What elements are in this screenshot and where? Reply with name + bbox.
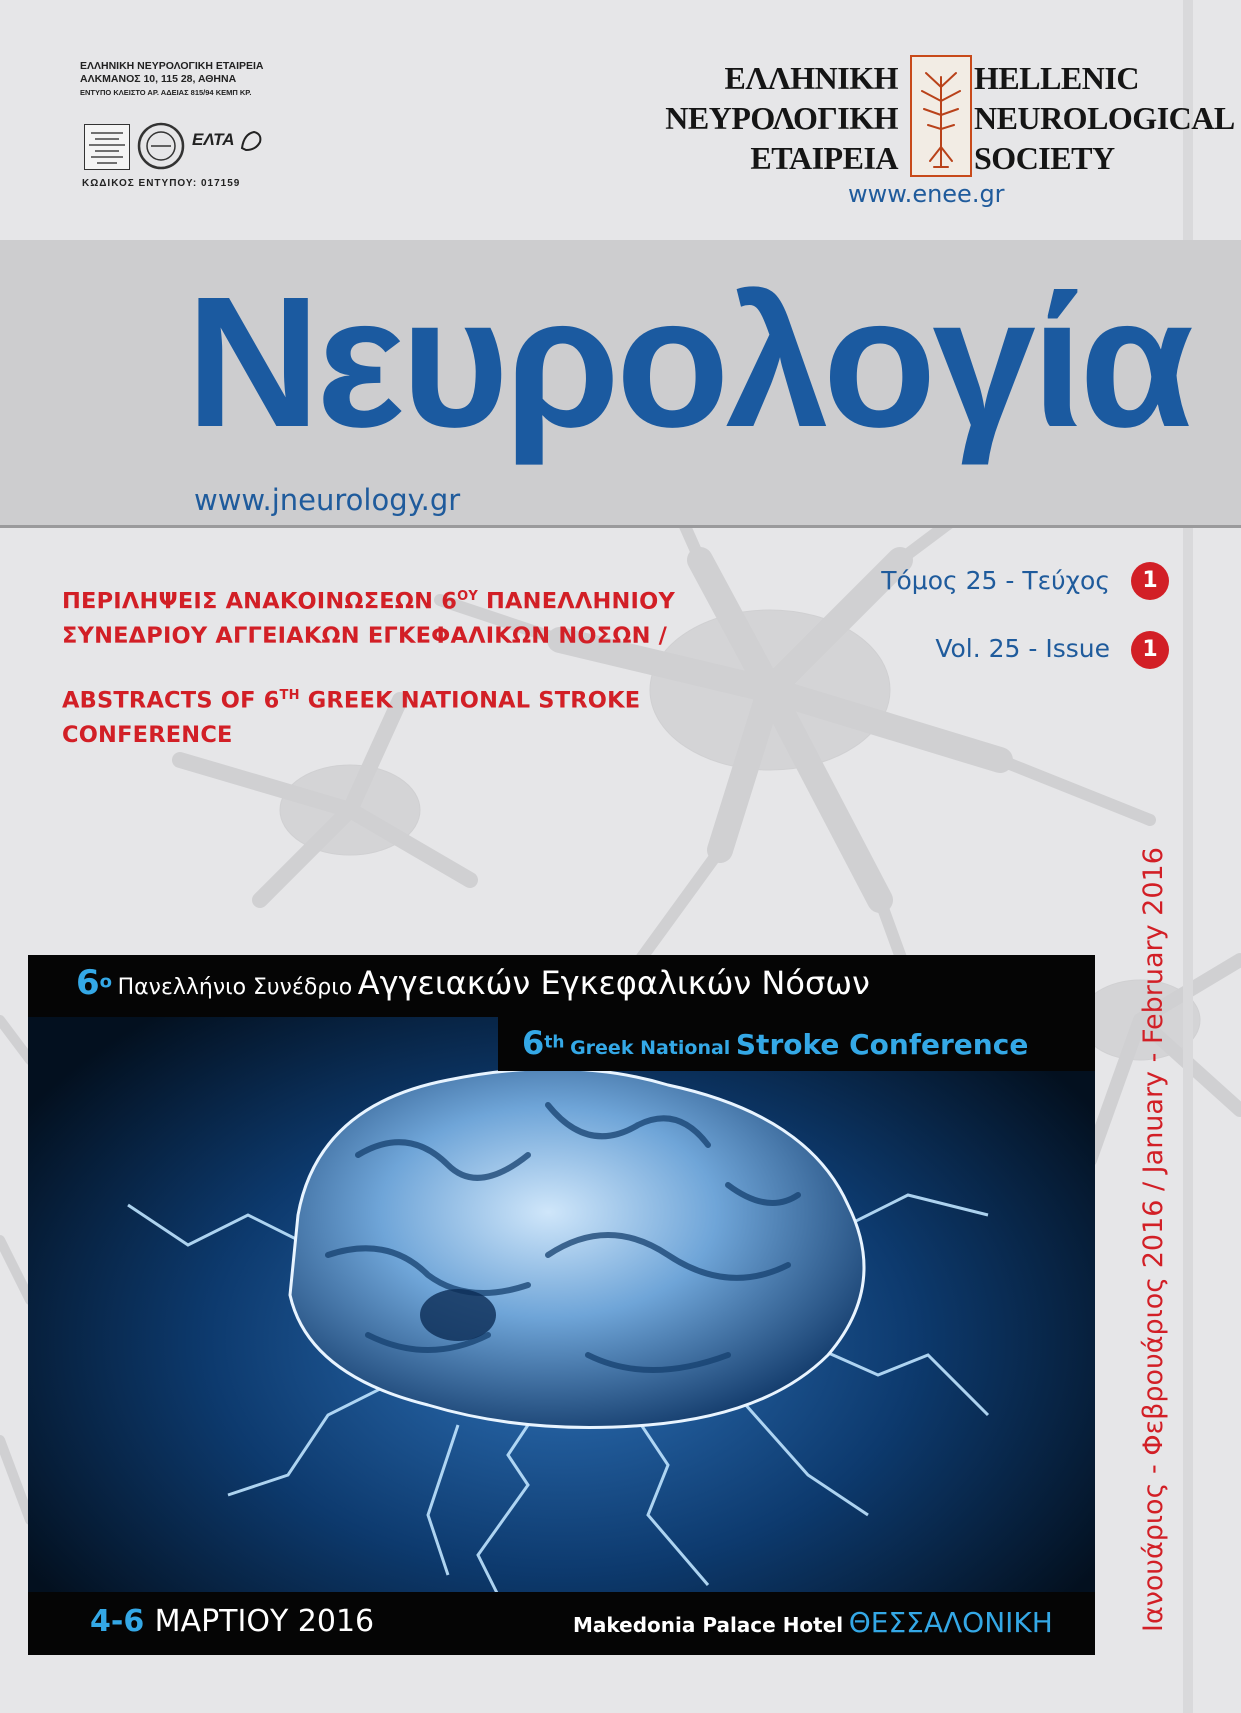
mailing-line-1: ΕΛΛΗΝΙΚΗ ΝΕΥΡΟΛΟΓΙΚΗ ΕΤΑΙΡΕΙΑ bbox=[80, 60, 264, 72]
elta-logo-text: ΕΛΤΑ bbox=[192, 130, 235, 149]
society-url[interactable]: www.enee.gr bbox=[848, 180, 1005, 208]
society-english-line-2: NEUROLOGICAL bbox=[974, 100, 1235, 136]
conference-number-greek-sup: ο bbox=[99, 971, 113, 993]
journal-title: Νευρολογία bbox=[186, 259, 1190, 466]
society-english-line-3: SOCIETY bbox=[974, 140, 1115, 176]
society-greek-line-3: ΕΤΑΙΡΕΙΑ bbox=[750, 140, 898, 176]
print-code: ΚΩΔΙΚΟΣ ΕΝΤΥΠΟΥ: 017159 bbox=[82, 178, 241, 189]
conference-number-english: 6 bbox=[522, 1024, 545, 1062]
conference-title-greek bbox=[76, 963, 870, 1003]
mailing-block bbox=[80, 60, 280, 97]
journal-url[interactable]: www.jneurology.gr bbox=[194, 483, 461, 517]
headline-greek-line-1 bbox=[62, 580, 675, 619]
headline-greek-sup: ΟΥ bbox=[457, 589, 478, 604]
conference-date bbox=[90, 1604, 374, 1639]
society-greek-line-1: ΕΛΛΗΝΙΚΗ bbox=[724, 60, 898, 96]
headline-greek bbox=[62, 580, 675, 653]
conference-venue bbox=[573, 1606, 1053, 1639]
conference-date-bar bbox=[28, 1592, 1095, 1655]
society-name-english bbox=[974, 58, 1235, 178]
conference-title-bar-english bbox=[498, 1017, 1095, 1071]
headline-english bbox=[62, 679, 640, 752]
issue-number-badge-english: 1 bbox=[1131, 631, 1169, 669]
conference-number-english-sup: th bbox=[544, 1032, 565, 1053]
conference-date-month: ΜΑΡΤΙΟΥ 2016 bbox=[154, 1604, 375, 1639]
conference-small-greek: Πανελλήνιο Συνέδριο bbox=[117, 975, 353, 1000]
society-emblem bbox=[910, 55, 972, 177]
conference-large-greek: Αγγειακών Εγκεφαλικών Νόσων bbox=[357, 964, 870, 1002]
volume-issue-greek: Τόμος 25 - Τεύχος bbox=[881, 566, 1110, 595]
headline-english-text: ABSTRACTS OF 6 bbox=[62, 687, 280, 714]
headline-greek-line-2: ΣΥΝΕΔΡΙΟΥ ΑΓΓΕΙΑΚΩΝ ΕΓΚΕΦΑΛΙΚΩΝ ΝΟΣΩΝ / bbox=[62, 622, 668, 649]
conference-venue-city: ΘΕΣΣΑΛΟΝΙΚΗ bbox=[848, 1606, 1053, 1639]
stamp-lines-icon bbox=[85, 125, 129, 169]
conference-large-english: Stroke Conference bbox=[735, 1028, 1029, 1061]
mailing-line-3: ΕΝΤΥΠΟ ΚΛΕΙΣΤΟ ΑΡ. ΑΔΕΙΑΣ 815/94 ΚΕΜΠ ΚΡ. bbox=[80, 88, 252, 97]
postage-permit-stamp bbox=[84, 124, 130, 170]
issue-number-badge-greek: 1 bbox=[1131, 562, 1169, 600]
conference-venue-hotel: Makedonia Palace Hotel bbox=[573, 1613, 844, 1637]
conference-banner bbox=[28, 955, 1095, 1655]
volume-issue-english: Vol. 25 - Issue bbox=[935, 634, 1110, 663]
headline-english-text-2: GREEK NATIONAL STROKE bbox=[299, 687, 641, 714]
hermes-head-icon bbox=[238, 128, 264, 154]
round-postal-seal-icon bbox=[137, 122, 185, 170]
mailing-line-2: ΑΛΚΜΑΝΟΣ 10, 115 28, ΑΘΗΝΑ bbox=[80, 73, 237, 85]
headline-english-sup: TH bbox=[279, 688, 300, 703]
conference-date-days: 4-6 bbox=[90, 1604, 145, 1639]
headline-english-line-1 bbox=[62, 679, 640, 718]
conference-number-greek: 6 bbox=[76, 963, 100, 1003]
headline-greek-text-2: ΠΑΝΕΛΛΗΝΙΟΥ bbox=[477, 588, 675, 615]
headline-greek-text: ΠΕΡΙΛΗΨΕΙΣ ΑΝΑΚΟΙΝΩΣΕΩΝ 6 bbox=[62, 588, 458, 615]
issue-date-vertical: Ιανουάριος - Φεβρουάριος 2016 / January - February 2016 bbox=[1138, 847, 1169, 1632]
headline-english-line-2: CONFERENCE bbox=[62, 721, 233, 748]
tree-emblem-icon bbox=[912, 57, 970, 175]
society-greek-line-2: ΝΕΥΡΟΛΟΓΙΚΗ bbox=[665, 100, 898, 136]
society-name-greek bbox=[660, 58, 898, 178]
conference-title-bar-greek bbox=[28, 955, 1095, 1017]
elta-logo bbox=[192, 130, 262, 170]
conference-small-english: Greek National bbox=[570, 1037, 731, 1059]
society-english-line-1: HELLENIC bbox=[974, 60, 1139, 96]
conference-title-english bbox=[522, 1024, 1028, 1062]
